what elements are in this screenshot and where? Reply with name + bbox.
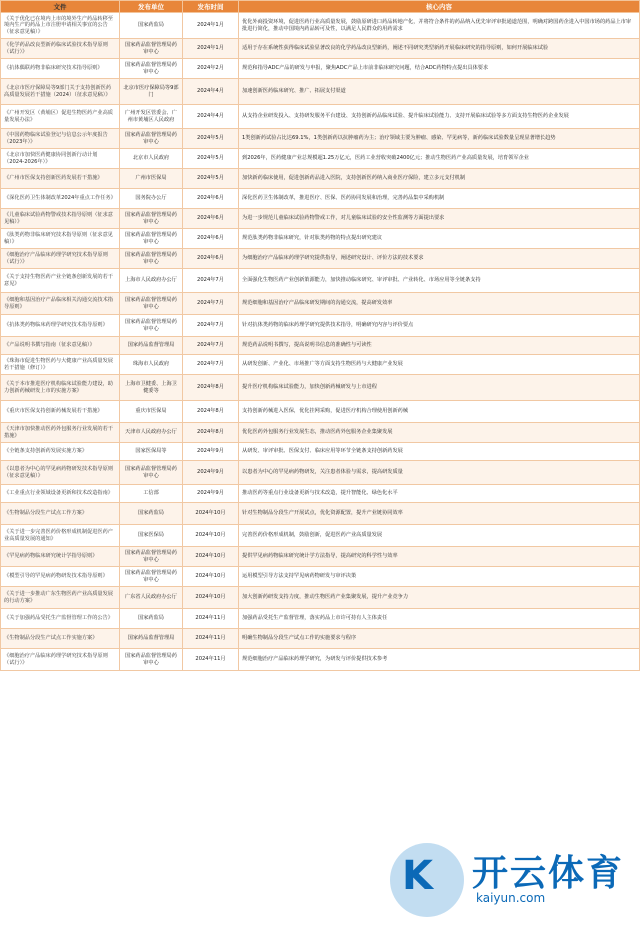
row-content: 从研发创新、产业化、市场推广等方面支持生物医药与大健康产业发展 (239, 355, 640, 375)
row-content: 规范细胞治疗产品临床药理学研究，为研发与评价提供技术参考 (239, 649, 640, 671)
row-file: 《珠海市促进生物医药与大健康产业高质量发展若干措施（修订）》 (1, 355, 120, 375)
row-unit: 国家药品监督管理局 (120, 337, 183, 355)
table-row (1, 315, 640, 337)
row-content: 规范肽类药物非临床研究，针对肽类药物的特点提出研究建议 (239, 229, 640, 249)
row-date: 2024年9月 (183, 461, 239, 485)
row-content: 从支持企业研发投入、支持研发服务平台建设、支持创新药品临床试验、提升临床试验能力、支持开展临床试验等多方面支持生物医药企业发展 (239, 105, 640, 129)
row-file: 《抗体偶联药物非临床研究技术指导原则》 (1, 59, 120, 79)
row-unit: 工信部 (120, 485, 183, 503)
table-body (1, 13, 640, 671)
row-unit: 国家医保局 (120, 525, 183, 547)
table-row (1, 249, 640, 269)
table-row (1, 209, 640, 229)
row-content: 规范和指导ADC产品的研发与申报，聚焦ADC产品上市前非临床研究问题，结合ADC药物特点提出具体要求 (239, 59, 640, 79)
row-unit: 珠海市人民政府 (120, 355, 183, 375)
watermark-brand: 开云体育 (472, 853, 625, 894)
row-unit: 上海市卫健委、上海卫健委等 (120, 375, 183, 401)
watermark-circle (390, 843, 464, 917)
row-unit: 国家药监局 (120, 13, 183, 39)
table-row (1, 129, 640, 149)
row-date: 2024年6月 (183, 249, 239, 269)
row-file: 《细胞和基因治疗产品临床相关沟通交流技术指导原则》 (1, 293, 120, 315)
row-content: 支持创新药械进入医保，优化挂网采购，促进医疗机构合理使用创新药械 (239, 401, 640, 423)
row-date: 2024年5月 (183, 129, 239, 149)
row-file: 《儿童临床试验药物警戒技术指导原则（征求意见稿）》 (1, 209, 120, 229)
table-row (1, 269, 640, 293)
row-file: 《关于进一步完善医药价格形成机制促进医药产业高质量发展的通知》 (1, 525, 120, 547)
row-date: 2024年4月 (183, 105, 239, 129)
row-date: 2024年10月 (183, 587, 239, 609)
row-file: 《细胞治疗产品临床药理学研究技术指导原则（试行）》 (1, 649, 120, 671)
row-unit: 北京市医疗保障局等9部门 (120, 79, 183, 105)
row-content: 规范药品说明书撰写，提高说明书信息的准确性与可读性 (239, 337, 640, 355)
row-date: 2024年7月 (183, 293, 239, 315)
row-unit: 国家药监局 (120, 609, 183, 629)
row-date: 2024年6月 (183, 209, 239, 229)
row-unit: 国家药品监督管理局药审中心 (120, 547, 183, 567)
row-unit: 国家药品监督管理局药审中心 (120, 315, 183, 337)
row-content: 1类创新药试验占比达69.1%，1类创新药以抗肿瘤药为主；治疗领域主要为肿瘤、感染、罕见病等，新药临床试验数量呈现显著增长趋势 (239, 129, 640, 149)
table-row (1, 423, 640, 443)
table-row (1, 229, 640, 249)
row-file: 《肽类药物非临床研究技术指导原则（征求意见稿）》 (1, 229, 120, 249)
row-date: 2024年8月 (183, 375, 239, 401)
table-row (1, 79, 640, 105)
table-header-row (1, 1, 640, 13)
row-file: 《关于支持生物医药产业全链条创新发展的若干意见》 (1, 269, 120, 293)
row-unit: 国家药品监督管理局药审中心 (120, 59, 183, 79)
table-row (1, 59, 640, 79)
row-date: 2024年8月 (183, 423, 239, 443)
row-date: 2024年10月 (183, 503, 239, 525)
row-unit: 国家药品监督管理局药审中心 (120, 249, 183, 269)
table-row (1, 149, 640, 169)
table-row (1, 39, 640, 59)
table-row (1, 649, 640, 671)
row-content: 到2026年，医药健康产业总规模超1.25万亿元，医药工业营收突破2400亿元；推动生物医药产业高质量发展，培育领军企业 (239, 149, 640, 169)
row-content: 明确生物制品分段生产试点工作的实施要求与程序 (239, 629, 640, 649)
table-row (1, 485, 640, 503)
row-unit: 国家药品监督管理局药审中心 (120, 39, 183, 59)
header-unit: 发布单位 (120, 1, 183, 13)
row-file: 《罕见病药物临床研究统计学指导原则》 (1, 547, 120, 567)
row-file: 《广州市医保支持创新医药发展若干措施》 (1, 169, 120, 189)
row-date: 2024年7月 (183, 355, 239, 375)
row-content: 适用于存在系统性获得临床试验显著改良的化学药品改良型新药，阐述不同研究类型新药开展临床研究的指导原则，如何开展临床试验 (239, 39, 640, 59)
row-content: 规范细胞和基因治疗产品临床研发期间的沟通交流，提高研发效率 (239, 293, 640, 315)
row-file: 《工业重点行业领域设备更新和技术改造指南》 (1, 485, 120, 503)
row-file: 《深化医药卫生体制改革2024年重点工作任务》 (1, 189, 120, 209)
row-unit: 重庆市医保局 (120, 401, 183, 423)
row-content: 全面强化生物医药产业创新策源能力，加快推动临床研究、审评审批、产业转化、市场应用等全链条支持 (239, 269, 640, 293)
row-file: 《产品说明书撰写指南（征求意见稿）》 (1, 337, 120, 355)
row-file: 《细胞治疗产品临床药理学研究技术指导原则（试行）》 (1, 249, 120, 269)
header-file: 文件 (1, 1, 120, 13)
row-unit: 国家药品监督管理局药审中心 (120, 567, 183, 587)
row-unit: 国家医保局等 (120, 443, 183, 461)
row-content: 从研发、审评审批、医保支付、临床应用等环节全链条支持创新药发展 (239, 443, 640, 461)
table-row (1, 587, 640, 609)
row-file: 《生物制品分段生产试点工作实施方案》 (1, 629, 120, 649)
row-date: 2024年10月 (183, 567, 239, 587)
row-unit: 北京市人民政府 (120, 149, 183, 169)
row-file: 《以患者为中心的罕见病药物研发技术指导原则（征求意见稿）》 (1, 461, 120, 485)
row-content: 深化医药卫生体制改革，推进医疗、医保、医药协同发展和治理，完善药品集中采购机制 (239, 189, 640, 209)
row-file: 《中国药物临床试验登记与信息公示年度报告（2023年）》 (1, 129, 120, 149)
table-row (1, 629, 640, 649)
table-row (1, 13, 640, 39)
row-date: 2024年9月 (183, 443, 239, 461)
table-row (1, 337, 640, 355)
row-file: 《广州开发区（黄埔区）促进生物医药产业高质量发展办法》 (1, 105, 120, 129)
row-date: 2024年7月 (183, 315, 239, 337)
row-unit: 国家药品监督管理局药审中心 (120, 293, 183, 315)
row-unit: 国务院办公厅 (120, 189, 183, 209)
row-file: 《关于本市推进医疗机构临床试验能力建设，助力创新药械研发上市的实施方案》 (1, 375, 120, 401)
table-row (1, 189, 640, 209)
row-unit: 广州开发区管委会、广州市黄埔区人民政府 (120, 105, 183, 129)
row-date: 2024年7月 (183, 269, 239, 293)
row-file: 《北京市医疗保障局等9部门关于支持创新医药高质量发展若干措施（2024）（征求意见稿）》 (1, 79, 120, 105)
table-row (1, 169, 640, 189)
row-date: 2024年4月 (183, 79, 239, 105)
row-date: 2024年6月 (183, 189, 239, 209)
table-row (1, 375, 640, 401)
row-date: 2024年6月 (183, 229, 239, 249)
row-date: 2024年7月 (183, 337, 239, 355)
row-date: 2024年11月 (183, 629, 239, 649)
watermark-k-icon: K (402, 853, 433, 899)
row-unit: 国家药监局 (120, 503, 183, 525)
table-row (1, 401, 640, 423)
row-content: 为细胞治疗产品临床药理学研究提供指导，阐述研究设计、评价方法的技术要求 (239, 249, 640, 269)
table-row (1, 293, 640, 315)
row-date: 2024年9月 (183, 485, 239, 503)
table-row (1, 547, 640, 567)
row-file: 《生物制品分段生产试点工作方案》 (1, 503, 120, 525)
row-file: 《天津市加快推动医药外包服务行业发展的若干措施》 (1, 423, 120, 443)
header-content: 核心内容 (239, 1, 640, 13)
row-date: 2024年11月 (183, 649, 239, 671)
row-file: 《关于进一步推动广东生物医药产业高质量发展的行动方案》 (1, 587, 120, 609)
row-content: 提升医疗机构临床试验能力，加快创新药械研发与上市进程 (239, 375, 640, 401)
row-file: 《抗体类药物临床药理学研究技术指导原则》 (1, 315, 120, 337)
row-file: 《模型引导的罕见病药物研发技术指导原则》 (1, 567, 120, 587)
row-unit: 国家药品监督管理局药审中心 (120, 461, 183, 485)
row-content: 推动医药等重点行业设备更新与技术改造，提升智能化、绿色化水平 (239, 485, 640, 503)
row-date: 2024年5月 (183, 169, 239, 189)
row-file: 《北京市加快医药健康协同创新行动计划（2024-2026年）》 (1, 149, 120, 169)
row-content: 为进一步规范儿童临床试验药物警戒工作，对儿童临床试验的安全性监测等方面提出要求 (239, 209, 640, 229)
table-row (1, 355, 640, 375)
row-file: 《关于优化已在境内上市的境外生产药品转移至境内生产的药品上市注册申请相关事宜的公告（征求意见稿）》 (1, 13, 120, 39)
row-content: 加速创新医药临床研究、推广、拓展支付渠道 (239, 79, 640, 105)
row-content: 针对生物制品分段生产开展试点，优化资源配置，提升产业链协同效率 (239, 503, 640, 525)
table-row (1, 567, 640, 587)
header-date: 发布时间 (183, 1, 239, 13)
row-content: 加强药品受托生产监督管理，落实药品上市许可持有人主体责任 (239, 609, 640, 629)
row-file: 《化学药品改良型新药临床试验技术指导原则（试行）》 (1, 39, 120, 59)
row-file: 《关于加强药品受托生产监督管理工作的公告》 (1, 609, 120, 629)
row-content: 以患者为中心的罕见病药物研发，关注患者体验与需求，提高研发质量 (239, 461, 640, 485)
row-file: 《重庆市医保支持创新药械发展若干措施》 (1, 401, 120, 423)
row-unit: 国家药品监督管理局 (120, 629, 183, 649)
table-row (1, 525, 640, 547)
row-content: 加快新药临床使用，促进创新药品进入医院，支持创新医药纳入商业医疗保险，建立多元支付机制 (239, 169, 640, 189)
row-content: 运用模型引导方法支持罕见病药物研发与审评决策 (239, 567, 640, 587)
row-date: 2024年11月 (183, 609, 239, 629)
row-content: 针对抗体类药物的临床药理学研究提供技术指导，明确研究内容与评价要点 (239, 315, 640, 337)
row-date: 2024年10月 (183, 525, 239, 547)
row-date: 2024年1月 (183, 13, 239, 39)
row-content: 优化外商投资环境，促进医药行业高质量发展，鼓励原研进口药品转地产化，并将符合条件的药品纳入优先审评审批通道范围，明确对跨国药企进入中国市场的药品上市审批进行简化，推动中国境内药品转可及性，以满足人民群众的用药需求 (239, 13, 640, 39)
row-date: 2024年8月 (183, 401, 239, 423)
row-unit: 国家药品监督管理局药审中心 (120, 209, 183, 229)
row-unit: 天津市人民政府办公厅 (120, 423, 183, 443)
row-unit: 广东省人民政府办公厅 (120, 587, 183, 609)
table-row (1, 503, 640, 525)
row-unit: 上海市人民政府办公厅 (120, 269, 183, 293)
table-row (1, 609, 640, 629)
row-date: 2024年5月 (183, 149, 239, 169)
table-row (1, 105, 640, 129)
row-unit: 国家药品监督管理局药审中心 (120, 229, 183, 249)
row-content: 优化医药外包服务行业发展生态，推动医药外包服务企业集聚发展 (239, 423, 640, 443)
row-date: 2024年2月 (183, 59, 239, 79)
watermark-logo (384, 837, 634, 921)
row-date: 2024年10月 (183, 547, 239, 567)
row-date: 2024年1月 (183, 39, 239, 59)
watermark-url: kaiyun.com (476, 891, 546, 905)
row-file: 《全链条支持创新药发展实施方案》 (1, 443, 120, 461)
row-content: 加大创新药研发支持力度，推动生物医药产业集聚发展，提升产业竞争力 (239, 587, 640, 609)
row-content: 提供罕见病药物临床研究统计学方法指导，提高研究的科学性与效率 (239, 547, 640, 567)
row-unit: 广州市医保局 (120, 169, 183, 189)
row-content: 完善医药价格形成机制，鼓励创新，促进医药产业高质量发展 (239, 525, 640, 547)
row-unit: 国家药品监督管理局药审中心 (120, 129, 183, 149)
table-row (1, 461, 640, 485)
row-unit: 国家药品监督管理局药审中心 (120, 649, 183, 671)
table-row (1, 443, 640, 461)
